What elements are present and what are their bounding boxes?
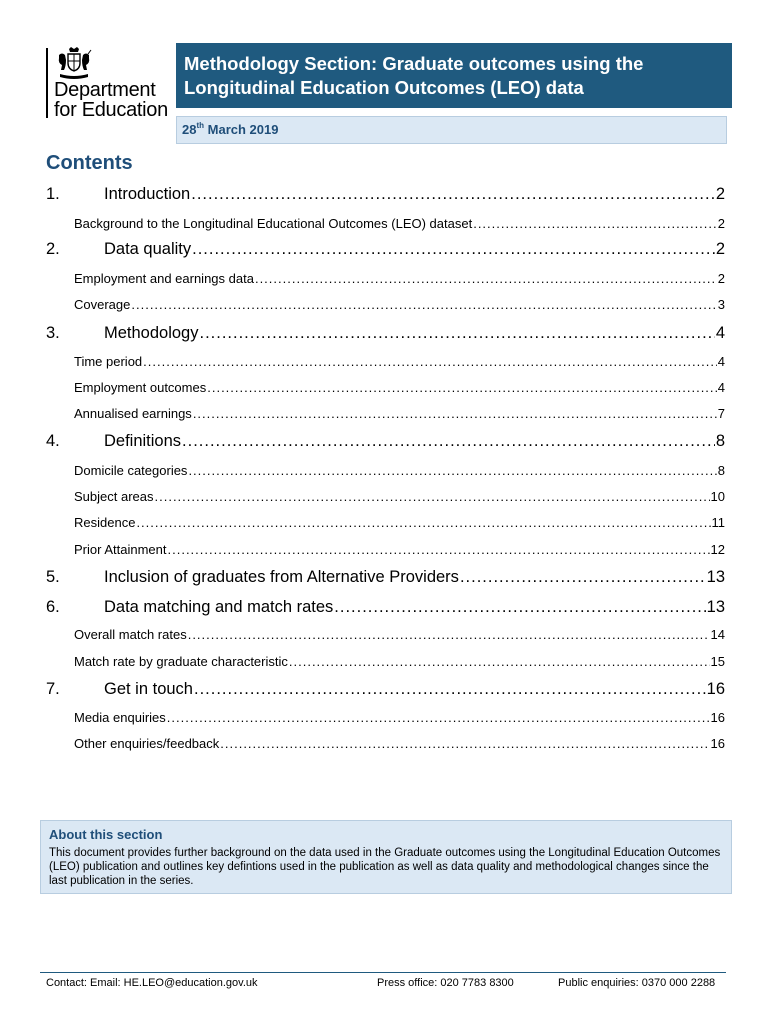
toc-entry-title: Employment and earnings data	[74, 271, 254, 286]
logo-line-1: Department	[54, 79, 156, 101]
toc-page-number: 16	[706, 680, 725, 698]
toc-subsection-entry[interactable]	[46, 406, 725, 421]
toc-leader-dots	[155, 489, 710, 504]
toc-subsection-entry[interactable]	[46, 654, 725, 669]
toc-page-number: 4	[717, 380, 725, 395]
toc-section-entry[interactable]	[46, 185, 725, 204]
toc-subsection-entry[interactable]	[46, 297, 725, 312]
footer-divider	[40, 972, 726, 973]
toc-leader-dots	[143, 354, 717, 369]
toc-entry-title: Inclusion of graduates from Alternative Providers	[104, 568, 459, 586]
toc-leader-dots	[255, 271, 717, 286]
royal-coat-of-arms-icon	[54, 46, 94, 80]
toc-entry-title: Time period	[74, 354, 143, 369]
toc-leader-dots	[192, 240, 715, 259]
toc-section-number: 5.	[46, 568, 60, 586]
toc-leader-dots	[168, 542, 710, 557]
toc-entry-title: Methodology	[104, 324, 199, 342]
toc-page-number: 16	[710, 710, 725, 725]
date-suffix: th	[196, 121, 205, 130]
toc-subsection-entry[interactable]	[46, 354, 725, 369]
toc-leader-dots	[131, 297, 716, 312]
toc-page-number: 12	[710, 542, 725, 557]
toc-entry-title: Introduction	[104, 185, 191, 203]
toc-entry-title: Match rate by graduate characteristic	[74, 654, 288, 669]
toc-entry-title: Annualised earnings	[74, 406, 192, 421]
date-day: 28	[182, 122, 197, 137]
toc-leader-dots	[220, 736, 709, 751]
toc-subsection-entry[interactable]	[46, 380, 725, 395]
title-line-1: Methodology Section: Graduate outcomes using the	[184, 53, 644, 74]
toc-page-number: 13	[706, 598, 725, 616]
toc-leader-dots	[193, 406, 717, 421]
toc-page-number: 14	[710, 627, 725, 642]
toc-entry-title: Employment outcomes	[74, 380, 207, 395]
toc-page-number: 2	[717, 216, 725, 231]
toc-page-number: 2	[715, 240, 725, 258]
toc-leader-dots	[136, 515, 710, 530]
toc-section-number: 4.	[46, 432, 60, 450]
toc-page-number: 2	[717, 271, 725, 286]
toc-page-number: 13	[706, 568, 725, 586]
toc-entry-title: Domicile categories	[74, 463, 188, 478]
toc-page-number: 10	[710, 489, 725, 504]
toc-subsection-entry[interactable]	[46, 515, 725, 530]
toc-subsection-entry[interactable]	[46, 736, 725, 751]
toc-section-number: 3.	[46, 324, 60, 342]
toc-leader-dots	[191, 185, 715, 204]
dfe-logo	[46, 46, 176, 121]
logo-text	[54, 80, 168, 120]
toc-section-entry[interactable]	[46, 568, 725, 587]
toc-leader-dots	[188, 463, 716, 478]
footer-contact[interactable]: Contact: Email: HE.LEO@education.gov.uk	[46, 977, 258, 989]
toc-entry-title: Subject areas	[74, 489, 154, 504]
toc-leader-dots	[289, 654, 710, 669]
toc-subsection-entry[interactable]	[46, 627, 725, 642]
toc-page-number: 2	[715, 185, 725, 203]
toc-section-number: 2.	[46, 240, 60, 258]
about-heading: About this section	[49, 827, 163, 842]
footer-press-office: Press office: 020 7783 8300	[377, 977, 514, 989]
toc-entry-title: Coverage	[74, 297, 131, 312]
toc-page-number: 4	[715, 324, 725, 342]
date-rest: March 2019	[207, 122, 279, 137]
toc-page-number: 16	[710, 736, 725, 751]
toc-subsection-entry[interactable]	[46, 271, 725, 286]
toc-section-entry[interactable]	[46, 598, 725, 617]
logo-line-2: for Education	[54, 99, 168, 121]
toc-entry-title: Other enquiries/feedback	[74, 736, 220, 751]
toc-leader-dots	[473, 216, 717, 231]
toc-page-number: 3	[717, 297, 725, 312]
toc-page-number: 8	[717, 463, 725, 478]
toc-leader-dots	[188, 627, 710, 642]
toc-entry-title: Data quality	[104, 240, 192, 258]
about-section-box	[40, 820, 732, 894]
toc-page-number: 8	[715, 432, 725, 450]
toc-subsection-entry[interactable]	[46, 542, 725, 557]
logo-rule	[46, 48, 48, 118]
toc-subsection-entry[interactable]	[46, 710, 725, 725]
toc-leader-dots	[334, 598, 705, 617]
toc-entry-title: Prior Attainment	[74, 542, 167, 557]
toc-subsection-entry[interactable]	[46, 489, 725, 504]
about-body: This document provides further background on the data used in the Graduate outcomes using the Longitudinal Education Outcomes (LEO) publication and outlines key defintions used in the publication as well as data quality and methodological changes since the last publication in the series.	[49, 847, 721, 887]
toc-section-entry[interactable]	[46, 432, 725, 451]
toc-subsection-entry[interactable]	[46, 463, 725, 478]
toc-leader-dots	[194, 680, 706, 699]
publication-date	[176, 116, 727, 144]
toc-section-number: 7.	[46, 680, 60, 698]
toc-section-number: 6.	[46, 598, 60, 616]
toc-section-entry[interactable]	[46, 324, 725, 343]
toc-leader-dots	[207, 380, 717, 395]
toc-page-number: 4	[717, 354, 725, 369]
toc-entry-title: Media enquiries	[74, 710, 166, 725]
footer-public-enquiries: Public enquiries: 0370 000 2288	[558, 977, 716, 989]
toc-leader-dots	[182, 432, 715, 451]
toc-leader-dots	[167, 710, 710, 725]
document-title	[176, 43, 732, 108]
title-line-2: Longitudinal Education Outcomes (LEO) data	[184, 77, 584, 98]
toc-entry-title: Overall match rates	[74, 627, 187, 642]
toc-entry-title: Residence	[74, 515, 136, 530]
toc-entry-title: Get in touch	[104, 680, 193, 698]
toc-entry-title: Data matching and match rates	[104, 598, 334, 616]
toc-section-number: 1.	[46, 185, 60, 203]
toc-page-number: 7	[717, 406, 725, 421]
toc-page-number: 15	[710, 654, 725, 669]
toc-section-entry[interactable]	[46, 680, 725, 699]
toc-leader-dots	[460, 568, 706, 587]
toc-section-entry[interactable]	[46, 240, 725, 259]
contents-heading: Contents	[46, 152, 133, 174]
toc-leader-dots	[199, 324, 714, 343]
toc-entry-title: Definitions	[104, 432, 182, 450]
toc-entry-title: Background to the Longitudinal Educational Outcomes (LEO) dataset	[74, 216, 473, 231]
toc-page-number: 11	[711, 515, 725, 530]
toc-subsection-entry[interactable]	[46, 216, 725, 231]
